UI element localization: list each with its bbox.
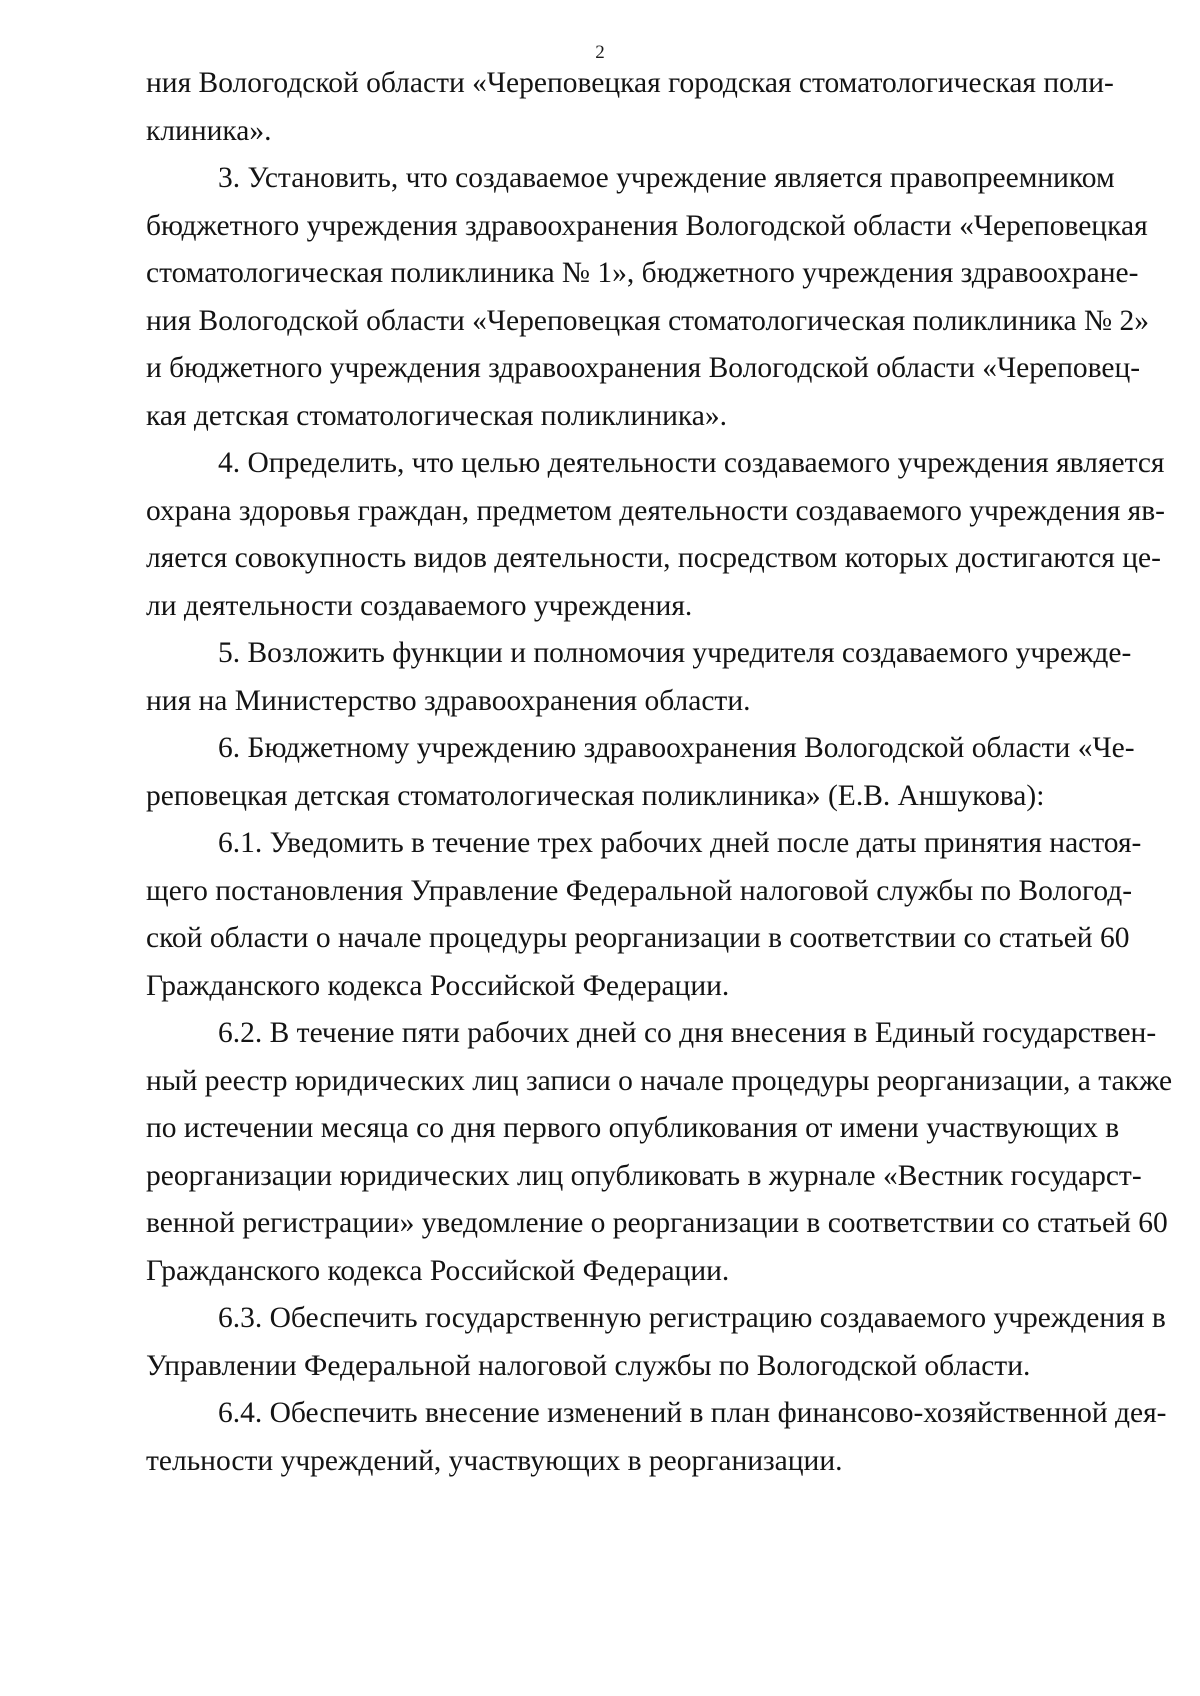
text-line: по истечении месяца со дня первого опубликования от имени участвующих в (146, 1112, 1120, 1144)
text-line: венной регистрации» уведомление о реорганизации в соответствии со статьей 60 (146, 1207, 1168, 1239)
text-line: бюджетного учреждения здравоохранения Вологодской области «Череповецкая (146, 209, 1148, 242)
text-line: тельности учреждений, участвующих в реорганизации. (146, 1444, 843, 1477)
text-line: реповецкая детская стоматологическая поликлиника» (Е.В. Аншукова): (146, 779, 1045, 812)
text-line: 5. Возложить функции и полномочия учредителя создаваемого учрежде- (218, 637, 1132, 669)
text-line: Гражданского кодекса Российской Федерации. (146, 969, 730, 1002)
text-line: 6.3. Обеспечить государственную регистрацию создаваемого учреждения в (218, 1302, 1166, 1334)
text-line: ской области о начале процедуры реорганизации в соответствии со статьей 60 (146, 922, 1130, 954)
text-line: 6.2. В течение пяти рабочих дней со дня внесения в Единый государствен- (218, 1017, 1157, 1049)
text-line: 6. Бюджетному учреждению здравоохранения Вологодской области «Че- (218, 732, 1135, 764)
text-line: 6.1. Уведомить в течение трех рабочих дней после даты принятия настоя- (218, 827, 1142, 859)
text-line: ния на Министерство здравоохранения области. (146, 684, 751, 717)
text-line: 4. Определить, что целью деятельности создаваемого учреждения является (218, 447, 1165, 479)
text-line: ния Вологодской области «Череповецкая городская стоматологическая поли- (146, 67, 1114, 99)
text-line: охрана здоровья граждан, предметом деятельности создаваемого учреждения яв- (146, 494, 1165, 527)
text-line: ный реестр юридических лиц записи о начале процедуры реорганизации, а также (146, 1064, 1173, 1097)
page-number: 2 (595, 42, 605, 63)
text-line: кая детская стоматологическая поликлиника». (146, 399, 727, 432)
text-line: ляется совокупность видов деятельности, посредством которых достигаются це- (146, 542, 1161, 574)
text-line: щего постановления Управление Федеральной налоговой службы по Вологод- (146, 874, 1133, 907)
text-line: Гражданского кодекса Российской Федерации. (146, 1254, 730, 1287)
text-line: 6.4. Обеспечить внесение изменений в план финансово-хозяйственной дея- (218, 1397, 1167, 1429)
text-line: и бюджетного учреждения здравоохранения Вологодской области «Череповец- (146, 352, 1141, 384)
text-line: ния Вологодской области «Череповецкая стоматологическая поликлиника № 2» (146, 304, 1150, 337)
document-body (146, 60, 1173, 1485)
text-line: клиника». (146, 114, 272, 147)
text-line: реорганизации юридических лиц опубликовать в журнале «Вестник государст- (146, 1159, 1142, 1192)
text-line: стоматологическая поликлиника № 1», бюджетного учреждения здравоохране- (146, 257, 1139, 289)
text-line: ли деятельности создаваемого учреждения. (146, 589, 693, 622)
text-line: 3. Установить, что создаваемое учреждение является правопреемником (218, 162, 1115, 194)
text-line: Управлении Федеральной налоговой службы по Вологодской области. (146, 1349, 1031, 1382)
